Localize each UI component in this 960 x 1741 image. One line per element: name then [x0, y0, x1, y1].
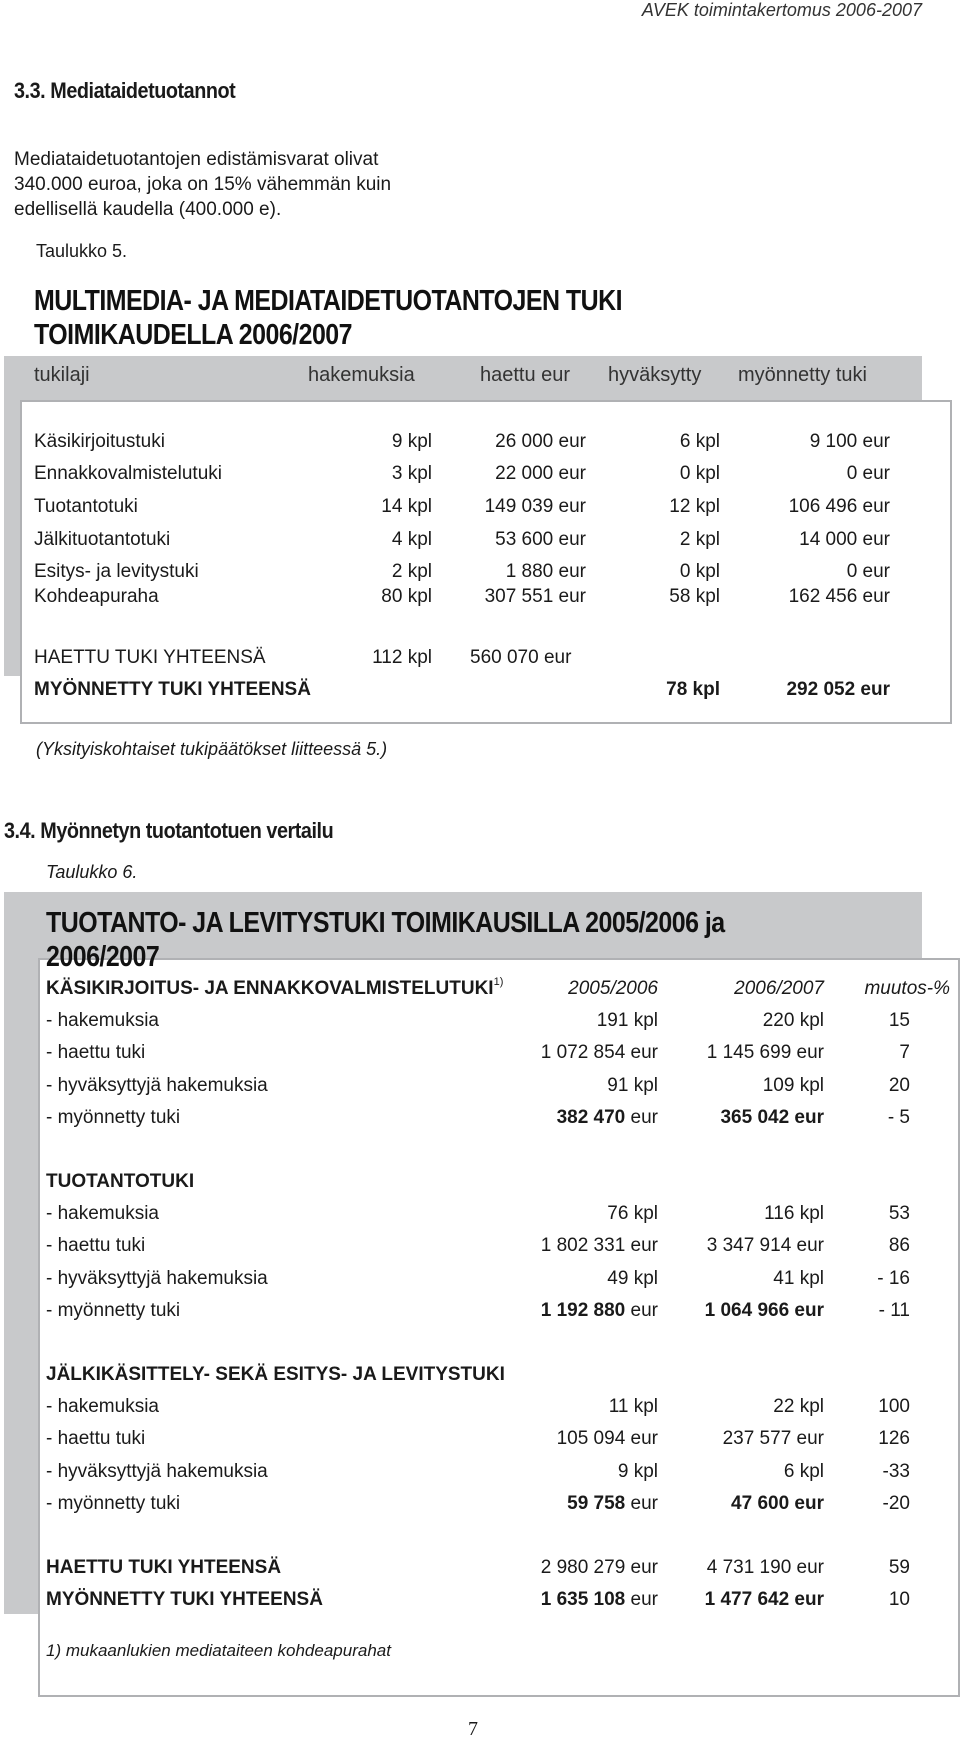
table-5-cell-granted: 0 eur	[846, 561, 890, 582]
table-6-title: TUOTANTO- JA LEVITYSTUKI TOIMIKAUSILLA 2005/2006 ja 2006/2007	[46, 907, 725, 973]
table-6-value-2005	[480, 1300, 658, 1322]
table-6-value-2006	[660, 1428, 824, 1450]
table-6-value-2005	[480, 1493, 658, 1515]
table-6-total-2005	[480, 1557, 658, 1579]
table-6-value-2006-value: 3 347 914 eur	[706, 1235, 824, 1257]
table-6-group-heading-text: KÄSIKIRJOITUS- JA ENNAKKOVALMISTELUTUKI	[46, 978, 494, 999]
table-6-value-2006-value: 220 kpl	[762, 1010, 824, 1031]
table-6-value-2006	[660, 1107, 824, 1129]
table-5-cell-requested: 1 880 eur	[505, 561, 586, 582]
table-6-total-change: 10	[888, 1589, 910, 1610]
table-6-total-2005-unit: eur	[625, 1589, 658, 1610]
table-6-total-label: MYÖNNETTY TUKI YHTEENSÄ	[46, 1589, 323, 1610]
table-6-value-2005-value: 105 094 eur	[556, 1428, 658, 1450]
table-6-value-2005	[480, 1268, 658, 1290]
table-5-footnote: (Yksityiskohtaiset tukipäätökset liitteessä 5.)	[36, 739, 388, 759]
table-5-title	[34, 284, 622, 352]
table-6-value-2005-value: 59 758	[567, 1492, 626, 1514]
table-6-change: 20	[888, 1074, 910, 1096]
table-6-value-2005-value: 1 192 880	[540, 1299, 626, 1321]
table-6-value-2005-unit: eur	[625, 1492, 658, 1514]
table-6-row-label: - myönnetty tuki	[46, 1299, 181, 1321]
table-6-change: - 16	[877, 1267, 910, 1289]
table-6-value-2005-value: 11 kpl	[608, 1396, 658, 1417]
table-6-row-label: - myönnetty tuki	[46, 1106, 181, 1128]
table-6-value-2005	[480, 1075, 658, 1097]
table-6-value-2006-value: 1 064 966 eur	[704, 1299, 824, 1321]
table-6-group-heading-text: JÄLKIKÄSITTELY- SEKÄ ESITYS- JA LEVITYSTUKI	[46, 1364, 505, 1385]
table-6-value-2005	[480, 1010, 658, 1032]
table-6-value-2005	[480, 1235, 658, 1257]
total-applied-amount: 560 070 eur	[470, 647, 572, 668]
col-header-haettu: haettu eur	[480, 364, 571, 386]
table-6-group-heading	[46, 1364, 505, 1386]
col-header-tukilaji: tukilaji	[34, 364, 90, 386]
table-5-cell-granted: 106 496 eur	[788, 496, 890, 517]
table-5-cell-approved: 6 kpl	[679, 431, 720, 452]
table-6-change: 126	[878, 1428, 910, 1450]
table-5-cell-type: Esitys- ja levitystuki	[34, 561, 199, 582]
table-5-title-line: TOIMIKAUDELLA 2006/2007	[34, 319, 353, 351]
table-6-row-label: - haettu tuki	[46, 1042, 146, 1064]
table-5-cell-applications: 14 kpl	[381, 496, 432, 517]
table-6-value-2006-value: 365 042 eur	[720, 1106, 824, 1128]
total-granted-count: 78 kpl	[666, 679, 720, 700]
table-6-value-2006	[660, 1042, 824, 1064]
table-6-row-label: - haettu tuki	[46, 1235, 146, 1257]
table-6-value-2005	[480, 1396, 658, 1418]
paragraph-line: Mediataidetuotantojen edistämisvarat olivat	[14, 149, 379, 170]
table-6-value-2006	[660, 1075, 824, 1097]
table-6-col-2005: 2005/2006	[568, 978, 658, 999]
total-applied-label: HAETTU TUKI YHTEENSÄ	[34, 647, 266, 668]
table-6-value-2005	[480, 1042, 658, 1064]
table-6-group-heading-text: TUOTANTOTUKI	[46, 1171, 195, 1192]
table-5-cell-requested: 53 600 eur	[495, 529, 586, 550]
table-6-value-2005	[480, 1461, 658, 1483]
table-6-value-2005-value: 1 072 854 eur	[540, 1042, 658, 1064]
footnote-marker: 1)	[493, 976, 504, 988]
table-6-row-label: - hakemuksia	[46, 1203, 159, 1224]
table-6-change: 86	[888, 1235, 910, 1257]
table-6-total-2005	[480, 1589, 658, 1611]
table-6-value-2006	[660, 1461, 824, 1483]
table-6-value-2005-unit: eur	[625, 1299, 658, 1321]
table-6-total-2005-value: 1 635 108	[540, 1589, 626, 1610]
table-6-change: - 5	[887, 1106, 910, 1128]
section-3-3-title: 3.3. Mediataidetuotannot	[14, 78, 236, 103]
table-6-value-2005	[480, 1107, 658, 1129]
table-5-cell-approved: 0 kpl	[679, 463, 720, 484]
paragraph-line: edellisellä kaudella (400.000 e).	[14, 199, 282, 220]
table-6-value-2005-value: 91 kpl	[607, 1074, 658, 1096]
table-6-value-2005-value: 9 kpl	[617, 1460, 658, 1482]
table-6-value-2005-unit: eur	[625, 1106, 658, 1128]
table-6-total-2006	[660, 1557, 824, 1579]
table-5-cell-granted: 0 eur	[846, 463, 890, 484]
table-6-row-label: - hakemuksia	[46, 1396, 159, 1417]
table-5-cell-type: Jälkituotantotuki	[34, 529, 171, 550]
table-6-value-2005-value: 1 802 331 eur	[540, 1235, 658, 1257]
table-6-row-label: - myönnetty tuki	[46, 1492, 181, 1514]
table-6-value-2005-value: 49 kpl	[607, 1267, 658, 1289]
table-5-cell-approved: 12 kpl	[669, 496, 720, 517]
table-6-total-label: HAETTU TUKI YHTEENSÄ	[46, 1557, 282, 1578]
table-6-value-2006-value: 41 kpl	[773, 1267, 824, 1289]
table-5-caption: Taulukko 5.	[36, 241, 128, 261]
table-6-box	[38, 958, 960, 1697]
table-5-cell-applications: 4 kpl	[391, 529, 432, 550]
table-5-cell-applications: 80 kpl	[381, 586, 432, 607]
table-6-shadow	[4, 892, 38, 1614]
table-6-change: 53	[888, 1203, 910, 1224]
table-6-value-2006-value: 109 kpl	[762, 1074, 824, 1096]
table-5-cell-type: Käsikirjoitustuki	[34, 431, 165, 452]
table-6-col-change: muutos-%	[864, 978, 950, 999]
table-5-cell-type: Ennakkovalmistelutuki	[34, 463, 222, 484]
table-5-cell-type: Kohdeapuraha	[34, 586, 159, 607]
table-6-total-2006	[660, 1589, 824, 1611]
table-5-cell-approved: 2 kpl	[679, 529, 720, 550]
table-6-col-2006: 2006/2007	[734, 978, 824, 999]
table-6-footnote: 1) mukaanlukien mediataiteen kohdeapurahat	[46, 1641, 391, 1660]
table-6-value-2006	[660, 1235, 824, 1257]
table-6-row-label: - hyväksyttyjä hakemuksia	[46, 1460, 268, 1482]
table-6-value-2006	[660, 1268, 824, 1290]
table-5-cell-requested: 26 000 eur	[495, 431, 586, 452]
table-5-cell-requested: 22 000 eur	[495, 463, 586, 484]
table-6-value-2006-value: 116 kpl	[764, 1203, 824, 1224]
table-5-cell-granted: 9 100 eur	[809, 431, 890, 452]
table-5-cell-granted: 14 000 eur	[799, 529, 890, 550]
table-6-value-2005-value: 382 470	[556, 1106, 626, 1128]
running-header: AVEK toimintakertomus 2006-2007	[641, 0, 922, 20]
table-5-cell-applications: 3 kpl	[391, 463, 432, 484]
table-6-value-2006-value: 6 kpl	[783, 1460, 824, 1482]
paragraph-line: 340.000 euroa, joka on 15% vähemmän kuin	[14, 174, 392, 195]
table-5-title-line: MULTIMEDIA- JA MEDIATAIDETUOTANTOJEN TUKI	[34, 285, 623, 317]
table-6-value-2006	[660, 1203, 824, 1225]
table-6-total-2006-value: 4 731 190 eur	[706, 1557, 824, 1578]
table-6-value-2005-value: 76 kpl	[607, 1203, 658, 1224]
table-6-value-2006-value: 237 577 eur	[722, 1428, 824, 1450]
col-header-hyvaksytty: hyväksytty	[608, 364, 702, 386]
table-6-group-heading	[46, 1171, 194, 1193]
table-6-value-2006-value: 22 kpl	[773, 1396, 824, 1417]
table-6-row-label: - hakemuksia	[46, 1010, 159, 1031]
table-5-cell-type: Tuotantotuki	[34, 496, 138, 517]
table-6-total-2005-value: 2 980 279 eur	[540, 1557, 658, 1578]
table-6-caption: Taulukko 6.	[46, 862, 138, 882]
total-granted-amount: 292 052 eur	[786, 679, 890, 700]
table-6-value-2006	[660, 1010, 824, 1032]
table-5-cell-requested: 149 039 eur	[484, 496, 586, 517]
table-6-change: 7	[899, 1042, 910, 1064]
table-6-change: -33	[882, 1460, 910, 1482]
page-number: 7	[468, 1718, 478, 1740]
table-6-change: 15	[888, 1010, 910, 1031]
table-6-value-2005	[480, 1203, 658, 1225]
table-6-row-label: - haettu tuki	[46, 1428, 146, 1450]
col-header-myonnetty: myönnetty tuki	[738, 364, 867, 386]
table-5-cell-requested: 307 551 eur	[484, 586, 586, 607]
table-5-cell-granted: 162 456 eur	[788, 586, 890, 607]
table-6-value-2006-value: 47 600 eur	[731, 1492, 824, 1514]
table-5-cell-approved: 0 kpl	[679, 561, 720, 582]
table-6-change: -20	[882, 1492, 910, 1514]
table-6-total-2006-value: 1 477 642 eur	[704, 1589, 824, 1610]
table-6-group-heading	[46, 978, 503, 1000]
table-6-value-2006	[660, 1493, 824, 1515]
section-3-4-title: 3.4. Myönnetyn tuotantotuen vertailu	[4, 818, 334, 843]
table-6-row-label: - hyväksyttyjä hakemuksia	[46, 1267, 268, 1289]
table-5-cell-approved: 58 kpl	[669, 586, 720, 607]
table-6-value-2006	[660, 1300, 824, 1322]
total-applied-count: 112 kpl	[372, 647, 432, 668]
table-6-total-change: 59	[888, 1557, 910, 1578]
table-6-change: - 11	[878, 1299, 910, 1321]
total-granted-label: MYÖNNETTY TUKI YHTEENSÄ	[34, 679, 311, 700]
table-5-cell-applications: 2 kpl	[391, 561, 432, 582]
table-6-change: 100	[878, 1396, 910, 1417]
table-6-value-2006-value: 1 145 699 eur	[706, 1042, 824, 1064]
table-6-value-2006	[660, 1396, 824, 1418]
table-5-cell-applications: 9 kpl	[391, 431, 432, 452]
table-6-row-label: - hyväksyttyjä hakemuksia	[46, 1074, 268, 1096]
col-header-hakemuksia: hakemuksia	[308, 364, 415, 386]
table-6-value-2005-value: 191 kpl	[596, 1010, 658, 1031]
table-6-value-2005	[480, 1428, 658, 1450]
section-3-3-paragraph	[14, 147, 391, 222]
